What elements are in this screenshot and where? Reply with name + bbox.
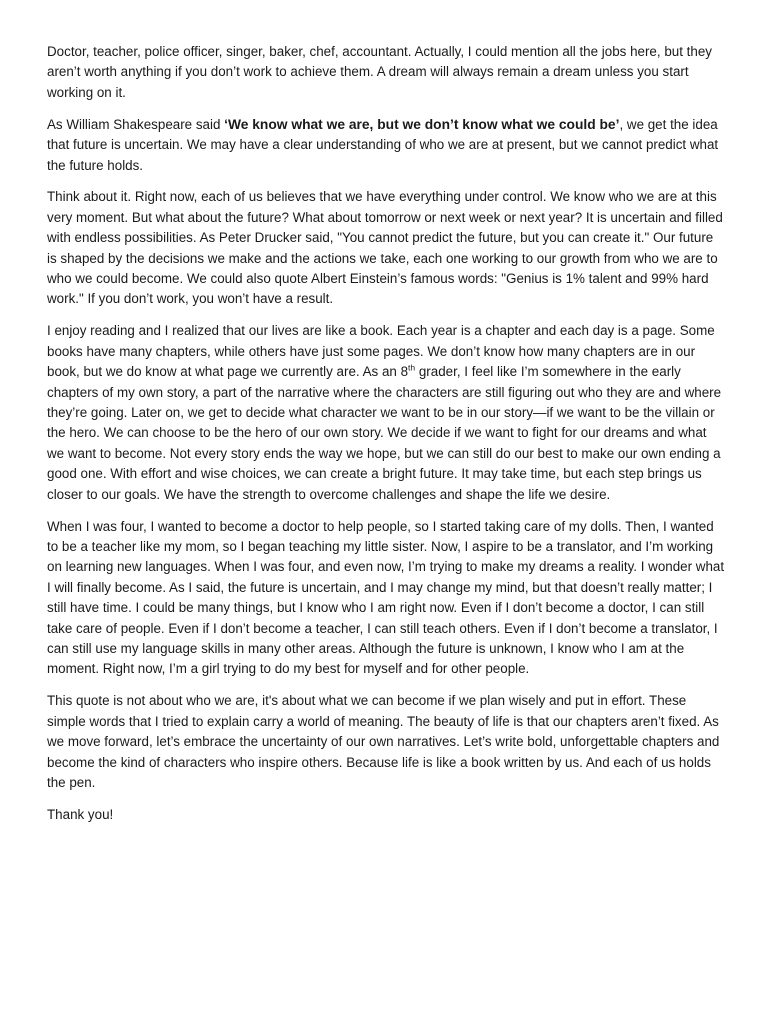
document-page <box>47 42 725 837</box>
ordinal-suffix: th <box>408 362 416 373</box>
paragraph-book-metaphor <box>47 321 725 505</box>
paragraph-intro: Doctor, teacher, police officer, singer, baker, chef, accountant. Actually, I could mention all the jobs here, but they aren’t worth anything if you don’t work to achieve them. A dream will always remain a dream unless you start working on it. <box>47 44 712 100</box>
shakespeare-quote: ‘We know what we are, but we don’t know what we could be’ <box>224 116 620 132</box>
paragraph-think-about-it: Think about it. Right now, each of us believes that we have everything under control. We know who we are at this very moment. But what about the future? What about tomorrow or next week or next year? It is uncertain and filled with endless possibilities. As Peter Drucker said, "You cannot predict the future, but you can create it." Our future is shaped by the decisions we make and the actions we take, each one working to our growth from who we are to who we could become. We could also quote Albert Einstein’s famous words: "Genius is 1% talent and 99% hard work." If you don’t work, you won’t have a result. <box>47 189 723 307</box>
paragraph-shakespeare-rest: , we get the idea that future is uncertain. We may have a clear understanding of who we are at present, but we cannot predict what the future holds. <box>47 116 719 173</box>
paragraph-book-lead: I enjoy reading and I realized that our lives are like a book. Each year is a chapter and each day is a page. Some books have many chapters, while others have just some pages. We don’t know how many chapters are in our book, but we do know at what page we currently are. As an 8 <box>47 323 715 380</box>
paragraph-conclusion: This quote is not about who we are, it's about what we can become if we plan wisely and put in effort. These simple words that I tried to explain carry a world of meaning. The beauty of life is that our chapters aren’t fixed. As we move forward, let’s embrace the uncertainty of our own narratives. Let’s write bold, unforgettable chapters and become the kind of characters who inspire others. Because life is like a book written by us. And each of us holds the pen. <box>47 693 720 790</box>
paragraph-shakespeare <box>47 115 725 176</box>
paragraph-thank-you: Thank you! <box>47 806 114 822</box>
paragraph-shakespeare-lead: As William Shakespeare said <box>47 116 225 132</box>
paragraph-book-rest: grader, I feel like I’m somewhere in the early chapters of my own story, a part of the narrative where the characters are still figuring out who they are and where they’re going. Later on, we get to decide what character we want to be in our story—if we want to be the villain or the hero. We can choose to be the hero of our own story. We decide if we want to fight for our dreams and what we want to become. Not every story ends the way we hope, but we can still do our best to make our own ending a good one. With effort and wise choices, we can create a bright future. It may take time, but each step brings us closer to our goals. We have the strength to overcome challenges and shape the life we desire. <box>47 364 722 502</box>
paragraph-childhood: When I was four, I wanted to become a doctor to help people, so I started taking care of my dolls. Then, I wanted to be a teacher like my mom, so I began teaching my little sister. Now, I aspire to be a translator, and I’m working on learning new languages. When I was four, and even now, I’m trying to make my dreams a reality. I wonder what I will finally become. As I said, the future is uncertain, and I may change my mind, but that doesn’t really matter; I still have time. I could be many things, but I know who I am right now. Even if I don’t become a doctor, I can still take care of people. Even if I don’t become a teacher, I can still teach others. Even if I don’t become a translator, I can still use my language skills in many other areas. Although the future is unknown, I know who I am at the moment. Right now, I’m a girl trying to do my best for myself and for other people. <box>47 518 725 677</box>
